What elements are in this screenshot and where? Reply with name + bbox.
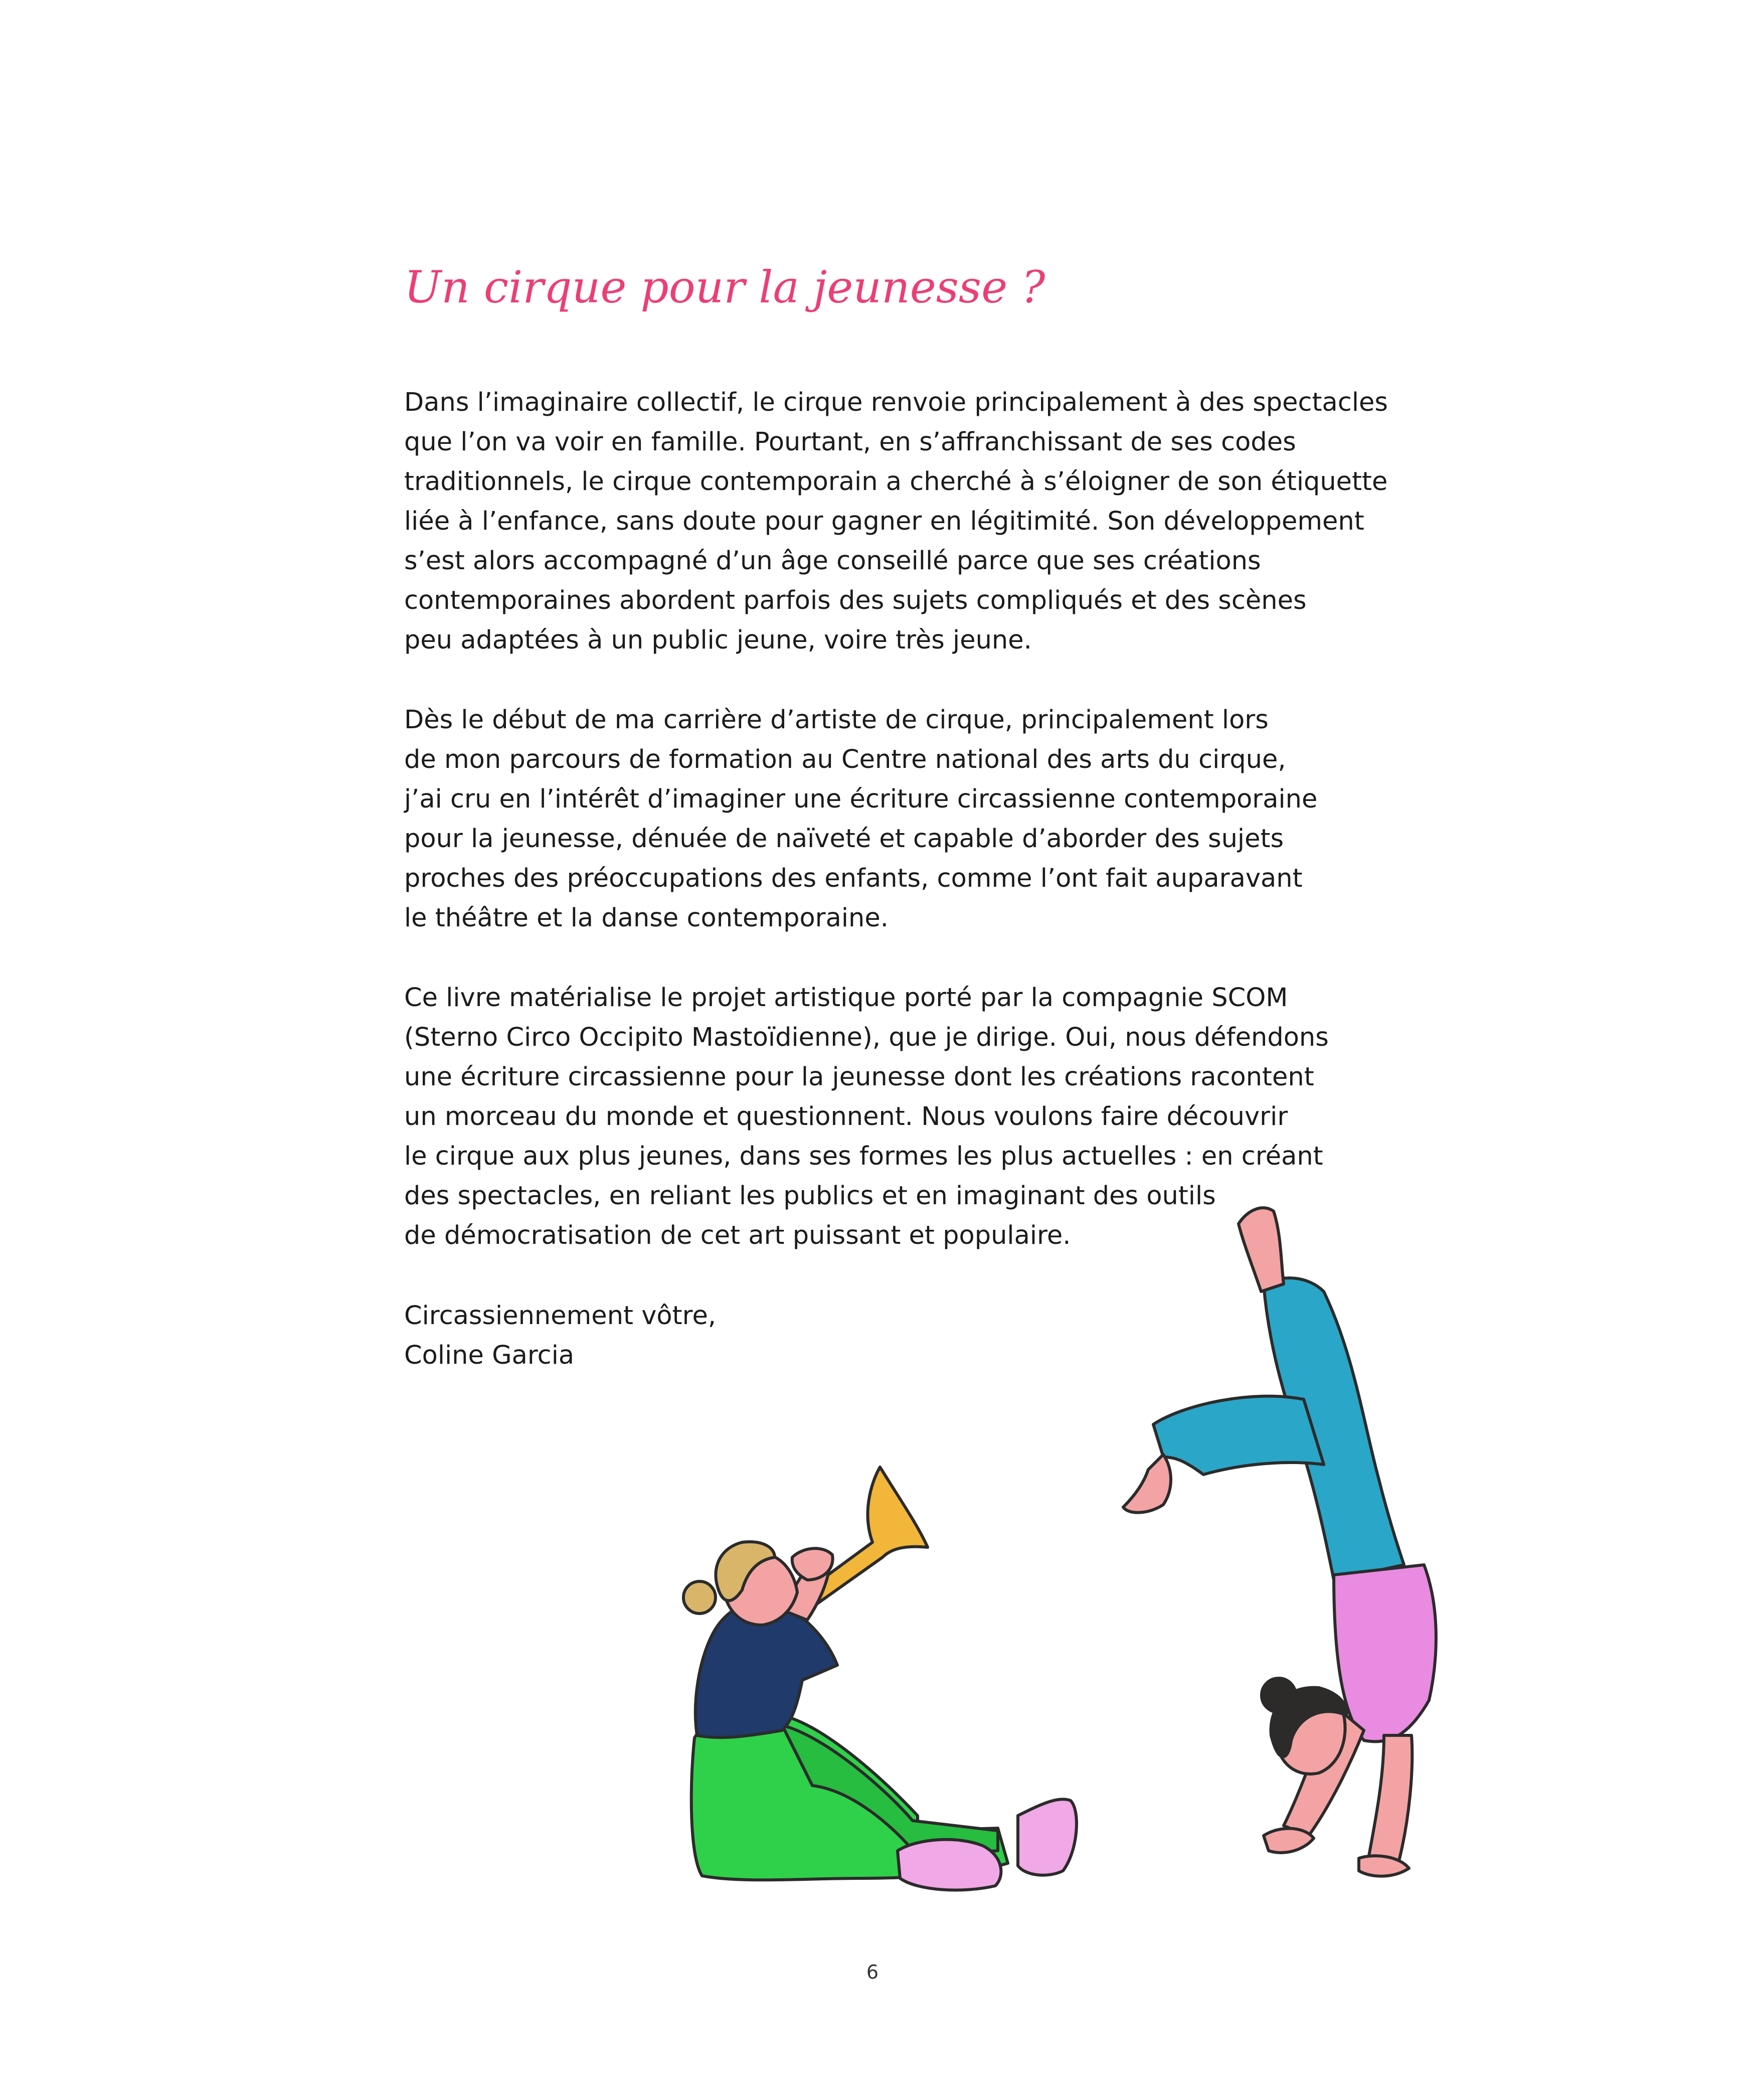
- paragraph-3: [404, 978, 1407, 1255]
- page-title: Un cirque pour la jeunesse ?: [404, 261, 1045, 313]
- trumpeter-knee: [782, 1725, 998, 1856]
- page-number: 6: [866, 1961, 879, 1983]
- paragraph-line: Dans l’imaginaire collectif, le cirque renvoie principalement à des spectacles: [404, 388, 1388, 417]
- paragraph-line: le théâtre et la danse contemporaine.: [404, 903, 889, 933]
- paragraph-line: j’ai cru en l’intérêt d’imaginer une écriture circassienne contemporaine: [404, 784, 1318, 814]
- paragraph-line: peu adaptées à un public jeune, voire très jeune.: [404, 625, 1032, 655]
- paragraph-line: Ce livre matérialise le projet artistique porté par la compagnie SCOM: [404, 983, 1288, 1013]
- paragraph-line: des spectacles, en reliant les publics et en imaginant des outils: [404, 1181, 1216, 1211]
- acrobat-arm-left: [1284, 1705, 1364, 1836]
- signoff-closing: Circassiennement vôtre,: [404, 1301, 717, 1331]
- paragraph-line: pour la jeunesse, dénuée de naïveté et capable d’aborder des sujets: [404, 824, 1284, 854]
- acrobat-hand-left: [1264, 1829, 1314, 1853]
- trumpet-icon: [797, 1467, 928, 1612]
- signoff-author: Coline Garcia: [404, 1341, 575, 1370]
- trumpeter-shirt: [695, 1601, 837, 1738]
- signoff: [404, 1296, 1407, 1375]
- paragraph-line: traditionnels, le cirque contemporain a cherché à s’éloigner de son étiquette: [404, 467, 1388, 497]
- trumpeter-shoe-front: [898, 1840, 1001, 1890]
- trumpeter-face: [722, 1553, 797, 1625]
- acrobat-hair-bun: [1262, 1678, 1296, 1712]
- trumpeter-arm: [782, 1562, 830, 1620]
- acrobat-shirt: [1334, 1565, 1436, 1741]
- paragraph-line: Dès le début de ma carrière d’artiste de cirque, principalement lors: [404, 705, 1269, 735]
- paragraph-line: de démocratisation de cet art puissant et populaire.: [404, 1221, 1071, 1250]
- trumpeter-figure: [683, 1467, 1077, 1890]
- trumpeter-shoe-back: [1018, 1799, 1077, 1875]
- paragraph-line: le cirque aux plus jeunes, dans ses formes les plus actuelles : en créant: [404, 1142, 1323, 1171]
- acrobat-foot-side: [1123, 1455, 1171, 1513]
- trumpeter-hair-bun: [683, 1581, 716, 1613]
- paragraph-line: (Sterno Circo Occipito Mastoïdienne), que je dirige. Oui, nous défendons: [404, 1023, 1329, 1052]
- paragraph-line: s’est alors accompagné d’un âge conseillé parce que ses créations: [404, 546, 1261, 576]
- paragraph-line: contemporaines abordent parfois des sujets compliqués et des scènes: [404, 586, 1307, 615]
- paragraph-line: liée à l’enfance, sans doute pour gagner en légitimité. Son développement: [404, 507, 1364, 536]
- acrobat-pants-bent-leg: [1153, 1396, 1324, 1475]
- paragraph-line: que l’on va voir en famille. Pourtant, en s’affranchissant de ses codes: [404, 427, 1296, 457]
- acrobat-arm-right: [1369, 1735, 1412, 1861]
- trumpeter-pants: [691, 1712, 1008, 1880]
- paragraph-line: un morceau du monde et questionnent. Nous voulons faire découvrir: [404, 1102, 1288, 1132]
- trumpeter-hand: [792, 1548, 833, 1580]
- acrobat-hair: [1271, 1688, 1347, 1757]
- acrobat-face: [1276, 1697, 1345, 1774]
- paragraph-line: une écriture circassienne pour la jeunesse dont les créations racontent: [404, 1062, 1314, 1092]
- trumpeter-hair: [716, 1542, 775, 1600]
- paragraph-1: [404, 383, 1407, 660]
- paragraph-2: [404, 700, 1407, 938]
- acrobat-hand-right: [1359, 1856, 1409, 1876]
- paragraph-line: de mon parcours de formation au Centre national des arts du cirque,: [404, 745, 1286, 774]
- paragraph-line: proches des préoccupations des enfants, comme l’ont fait auparavant: [404, 864, 1303, 893]
